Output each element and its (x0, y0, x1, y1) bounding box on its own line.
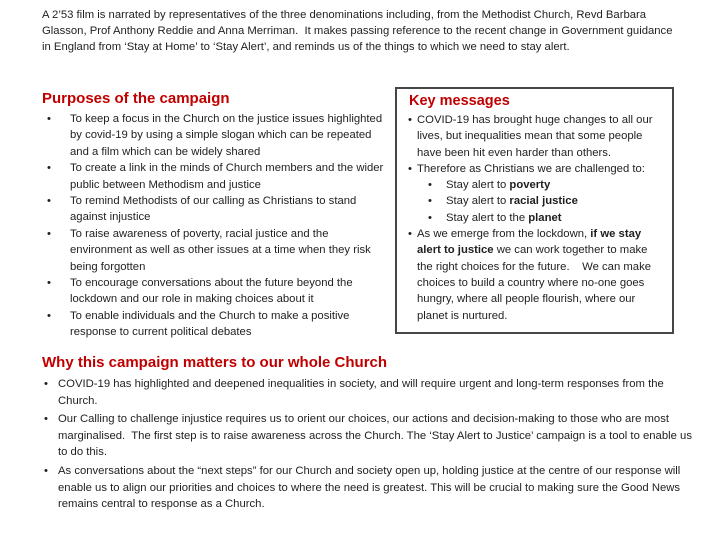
key-messages-box (395, 87, 674, 334)
list-item-text: To raise awareness of poverty, racial justice and the environment as well as other issues at a time when they risk being forgotten (70, 227, 374, 273)
list-item (42, 308, 389, 341)
why-section (42, 354, 694, 515)
key-messages-heading: Key messages (409, 93, 510, 109)
list-item-text: we can work together to make the right choices for the future. We can make choices to build a country where no-one goes hungry, where all people flourish, where our planet is nurtured. (417, 244, 655, 322)
list-item-text: To keep a focus in the Church on the justice issues highlighted by covid-19 by using a simple slogan which can be repeated and a film which can be widely shared (70, 113, 386, 158)
list-item (42, 193, 389, 226)
why-list (42, 376, 694, 513)
sub-list-item (417, 210, 664, 226)
sub-item-text: Stay alert to (446, 195, 510, 208)
list-item (42, 275, 389, 308)
list-item (42, 226, 389, 275)
list-item (409, 161, 664, 226)
sub-item-text: Stay alert to (446, 179, 510, 192)
key-messages-list (409, 112, 664, 324)
purposes-heading: Purposes of the campaign (42, 90, 230, 107)
list-item-text: Our Calling to challenge injustice requires us to orient our choices, our actions and decision-making to those who are most marginalised. The first step is to raise awareness across the Church. The ‘Stay Alert to Justice’ campaign is a tool to enable us to do this. (58, 413, 696, 459)
list-item (409, 112, 664, 161)
sub-item-text: Stay alert to the (446, 211, 529, 224)
sub-item-bold-text: racial justice (509, 195, 578, 208)
list-item-text: COVID-19 has highlighted and deepened inequalities in society, and will require urgent and long-term responses from the Church. (58, 378, 667, 407)
list-item (42, 111, 389, 160)
list-item-text: To enable individuals and the Church to make a positive response to current political debates (70, 309, 353, 339)
list-item (409, 226, 664, 324)
list-item-bold-text: if we stay alert to justice (417, 228, 645, 257)
why-heading: Why this campaign matters to our whole Church (42, 354, 388, 371)
list-item-text: To encourage conversations about the future beyond the lockdown and our role in making choices about it (70, 277, 356, 306)
list-item (42, 411, 694, 461)
list-item-text: COVID-19 has brought huge changes to all our lives, but inequalities mean that some people have been hit even harder than others. (417, 114, 656, 159)
list-item (42, 463, 694, 513)
sub-item-bold-text: planet (528, 211, 562, 224)
list-item (42, 376, 694, 409)
list-item-text: Therefore as Christians we are challenged to: (417, 162, 645, 175)
purposes-section (42, 90, 389, 341)
purposes-list (42, 111, 389, 341)
sub-item-bold-text: poverty (509, 179, 551, 192)
list-item (42, 160, 389, 193)
list-item-text: As conversations about the “next steps” for our Church and society open up, holding justice at the centre of our response will enable us to align our priorities and choices to where the need is greatest. This will be crucial to making sure the Good News remains central to response as a Church. (58, 464, 684, 511)
stay-alert-sublist (417, 177, 664, 226)
list-item-text: As we emerge from the lockdown, (417, 228, 591, 241)
list-item-text: To remind Methodists of our calling as Christians to stand against injustice (70, 195, 360, 224)
intro-paragraph: A 2’53 film is narrated by representatives of the three denominations including, from the Methodist Church, Revd Barbara Glasson, Prof Anthony Reddie and Anna Merriman. It makes passing reference to the recent change in Government guidance in England from ‘Stay at Home’ to ‘Stay Alert’, and reminds us of the things to which we need to stay alert. (42, 9, 676, 53)
list-item-text: To create a link in the minds of Church members and the wider public between Methodism and justice (70, 162, 387, 191)
sub-list-item (417, 177, 664, 193)
sub-list-item (417, 193, 664, 209)
